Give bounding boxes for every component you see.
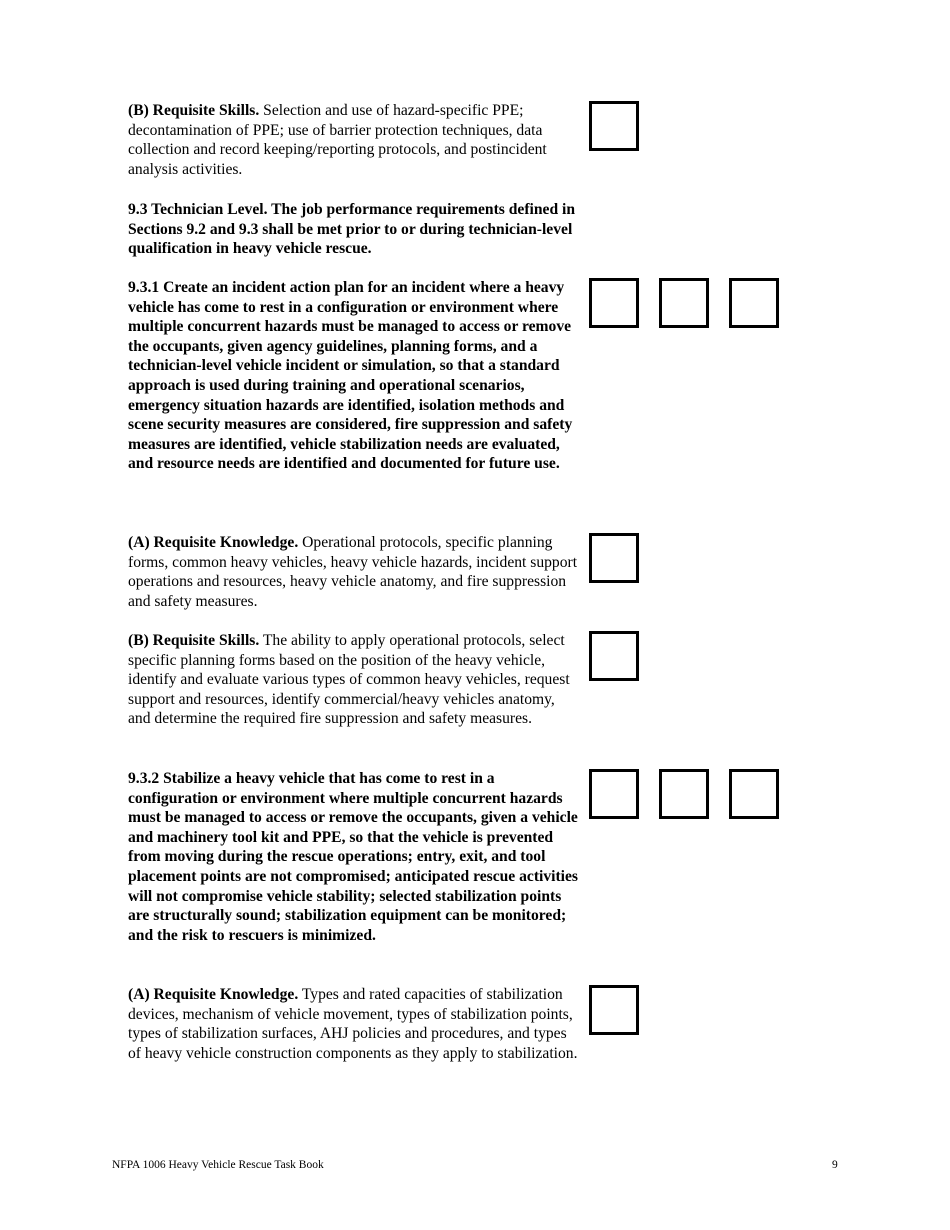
paragraph-text: Selection and use of hazard-specific PPE; decontamination of PPE; use of barrier protection techniques, data collection and record keeping/reporting protocols, and postincident analysis activities. xyxy=(128,102,547,178)
signoff-checkbox-3[interactable] xyxy=(729,278,779,328)
paragraph-lead: (B) Requisite Skills. xyxy=(128,102,260,119)
paragraph-text: Operational protocols, specific planning forms, common heavy vehicles, heavy vehicle hazards, incident support operations and resources, heavy vehicle anatomy, and fire suppression and safety measures. xyxy=(128,534,578,610)
paragraph-lead: (A) Requisite Knowledge. xyxy=(128,534,299,551)
section-9-3-2-paragraph: 9.3.2 Stabilize a heavy vehicle that has come to rest in a configuration or environment where multiple concurrent hazards must be managed to access or remove the occupants, given a vehicle and machinery tool kit and PPE, so that the vehicle is prevented from moving during the rescue operations; entry, exit, and tool placement points are not compromised; anticipated rescue activities will not compromise vehicle stability; selected stabilization points are structurally sound; stabilization equipment can be monitored; and the risk to rescuers is minimized. xyxy=(128,770,578,944)
section-9-3-heading: 9.3 Technician Level. The job performance requirements defined in Sections 9.2 and 9.3 shall be met prior to or during technician-level qualification in heavy vehicle rescue. xyxy=(128,201,576,258)
signoff-checkbox-1[interactable] xyxy=(589,769,639,819)
signoff-checkbox-2[interactable] xyxy=(659,769,709,819)
signoff-checkbox-1[interactable] xyxy=(589,278,639,328)
signoff-checkbox-3[interactable] xyxy=(729,769,779,819)
page-number: 9 xyxy=(832,1159,838,1171)
signoff-checkbox[interactable] xyxy=(589,101,639,151)
signoff-checkbox[interactable] xyxy=(589,631,639,681)
requisite-skills-paragraph xyxy=(128,101,578,179)
requisite-knowledge-paragraph xyxy=(128,533,578,611)
signoff-checkbox[interactable] xyxy=(589,533,639,583)
signoff-checkbox-2[interactable] xyxy=(659,278,709,328)
footer-title: NFPA 1006 Heavy Vehicle Rescue Task Book xyxy=(112,1159,324,1171)
paragraph-text: Types and rated capacities of stabilization devices, mechanism of vehicle movement, types of stabilization points, types of stabilization surfaces, AHJ policies and procedures, and types of heavy vehicle construction components as they apply to stabilization. xyxy=(128,986,578,1062)
requisite-skills-paragraph xyxy=(128,631,578,729)
requisite-knowledge-paragraph xyxy=(128,985,578,1063)
paragraph-text: The ability to apply operational protocols, select specific planning forms based on the position of the heavy vehicle, identify and evaluate various types of common heavy vehicles, request support and resources, identify commercial/heavy vehicles anatomy, and determine the required fire suppression and safety measures. xyxy=(128,632,570,728)
section-9-3-1-paragraph: 9.3.1 Create an incident action plan for an incident where a heavy vehicle has come to rest in a configuration or environment where multiple concurrent hazards must be managed to access or remove the occupants, given agency guidelines, planning forms, and a technician-level vehicle incident or simulation, so that a standard approach is used during training and operational scenarios, emergency situation hazards are identified, isolation methods and scene security measures are considered, fire suppression and safety measures are identified, vehicle stabilization needs are evaluated, and resource needs are identified and documented for future use. xyxy=(128,279,573,473)
paragraph-lead: (A) Requisite Knowledge. xyxy=(128,986,299,1003)
signoff-checkbox[interactable] xyxy=(589,985,639,1035)
paragraph-lead: (B) Requisite Skills. xyxy=(128,632,260,649)
